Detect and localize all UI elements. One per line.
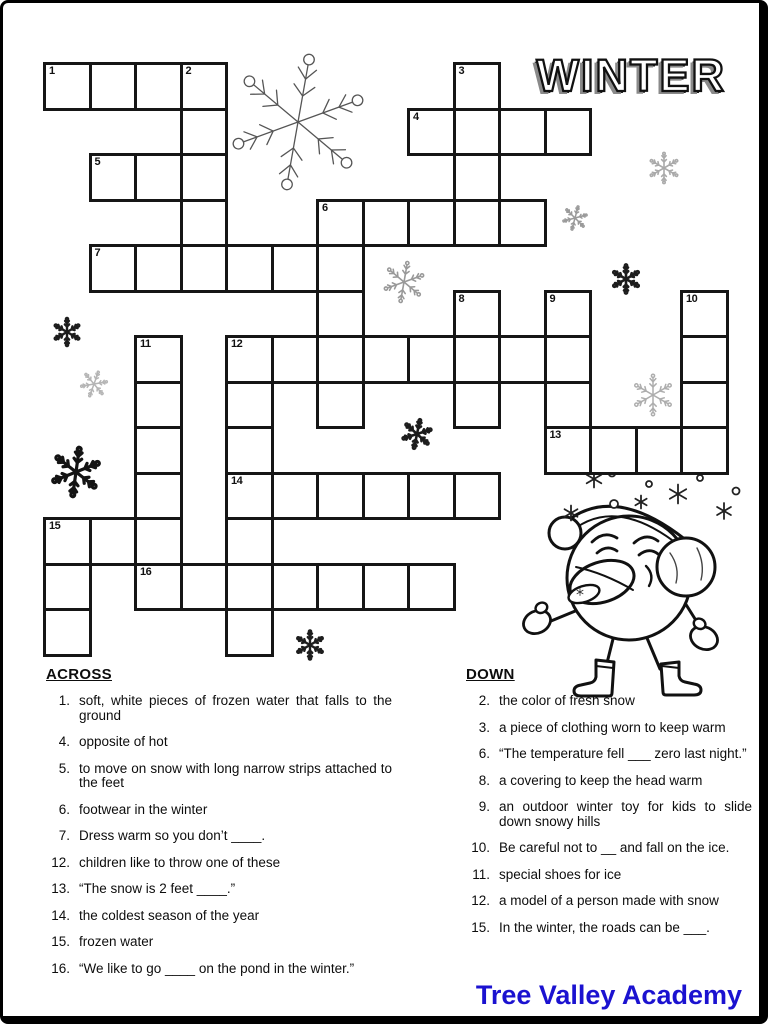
clue-number: 15. [471, 919, 490, 935]
clue-number: 11. [472, 866, 490, 882]
clue-item [46, 803, 392, 818]
clue-text: the coldest season of the year [79, 907, 260, 923]
clue-item [46, 829, 392, 844]
grid-cell[interactable] [680, 426, 729, 475]
grid-cell[interactable] [134, 517, 183, 566]
clue-number: 6. [58, 801, 70, 817]
grid-cell[interactable] [43, 608, 92, 657]
clue-text: soft, white pieces of frozen water that falls to the ground [79, 693, 392, 723]
grid-cell[interactable] [544, 426, 593, 475]
grid-cell-number: 2 [185, 65, 192, 77]
clue-number: 9. [478, 799, 490, 814]
grid-cell[interactable] [453, 153, 502, 202]
clue-number: 13. [51, 881, 70, 896]
grid-cell[interactable] [134, 563, 183, 612]
clue-text: a piece of clothing worn to keep warm [499, 719, 726, 735]
grid-cell[interactable] [407, 199, 456, 248]
clue-number: 12. [471, 893, 490, 908]
grid-cell[interactable] [316, 381, 365, 430]
grid-cell[interactable] [180, 199, 229, 248]
grid-cell-number: 9 [549, 292, 556, 305]
clue-item [46, 962, 392, 977]
clue-item [46, 694, 392, 723]
grid-cell[interactable] [498, 335, 547, 384]
grid-cell[interactable] [134, 381, 183, 430]
grid-cell[interactable] [271, 563, 320, 612]
grid-cell[interactable] [134, 472, 183, 521]
clue-number: 7. [58, 828, 70, 843]
clue-number: 12. [51, 854, 70, 870]
clue-number: 6. [478, 746, 490, 761]
clue-text: an outdoor winter toy for kids to slide down snowy hills [499, 799, 752, 829]
grid-cell[interactable] [635, 426, 684, 475]
grid-cell[interactable] [180, 244, 229, 293]
clue-number: 4. [58, 734, 70, 749]
grid-cell[interactable] [43, 62, 92, 111]
grid-cell[interactable] [316, 472, 365, 521]
clue-item [466, 694, 752, 709]
grid-cell[interactable] [407, 563, 456, 612]
grid-cell[interactable] [180, 108, 229, 157]
grid-cell[interactable] [453, 199, 502, 248]
grid-cell[interactable] [453, 62, 502, 111]
clue-number: 16. [51, 960, 70, 976]
across-clue-list [46, 694, 392, 976]
grid-cell[interactable] [680, 381, 729, 430]
grid-cell[interactable] [316, 563, 365, 612]
grid-cell[interactable] [271, 335, 320, 384]
clue-text: footwear in the winter [79, 801, 208, 817]
clue-number: 1. [58, 693, 70, 708]
grid-cell[interactable] [362, 199, 411, 248]
grid-cell[interactable] [43, 563, 92, 612]
clue-number: 8. [478, 772, 490, 788]
grid-cell[interactable] [225, 472, 274, 521]
grid-cell-number: 14 [231, 474, 243, 487]
down-heading: DOWN [466, 666, 515, 683]
grid-cell[interactable] [453, 381, 502, 430]
grid-cell-number: 13 [549, 429, 561, 441]
grid-cell[interactable] [225, 244, 274, 293]
grid-cell[interactable] [362, 335, 411, 384]
clue-number: 2. [478, 693, 490, 708]
grid-cell[interactable] [544, 108, 593, 157]
grid-cell[interactable] [225, 563, 274, 612]
grid-cell[interactable] [180, 153, 229, 202]
across-heading: ACROSS [46, 666, 112, 683]
grid-cell[interactable] [43, 517, 92, 566]
clue-item [46, 882, 392, 897]
grid-cell[interactable] [407, 108, 456, 157]
grid-cell[interactable] [225, 426, 274, 475]
across-clues-section [46, 666, 392, 988]
clue-item [46, 735, 392, 750]
clue-item [46, 856, 392, 871]
clue-item [466, 721, 752, 736]
clue-item [466, 774, 752, 789]
grid-cell[interactable] [134, 62, 183, 111]
clue-number: 5. [58, 760, 70, 776]
clue-text: to move on snow with long narrow strips attached to the feet [79, 760, 392, 790]
grid-cell[interactable] [89, 244, 138, 293]
grid-cell[interactable] [680, 290, 729, 339]
clue-text: “The temperature fell ___ zero last night.” [499, 746, 747, 761]
grid-cell[interactable] [89, 62, 138, 111]
grid-cell[interactable] [498, 199, 547, 248]
grid-cell-number: 10 [686, 292, 698, 305]
clue-text: special shoes for ice [499, 866, 622, 882]
grid-cell[interactable] [453, 108, 502, 157]
grid-cell[interactable] [589, 426, 638, 475]
grid-cell[interactable] [89, 517, 138, 566]
clue-item [46, 762, 392, 791]
grid-cell-number: 15 [49, 520, 61, 532]
grid-cell[interactable] [407, 472, 456, 521]
clue-number: 3. [478, 719, 490, 735]
grid-cell-number: 3 [458, 65, 465, 77]
grid-cell[interactable] [225, 335, 274, 384]
clue-text: frozen water [79, 934, 154, 949]
grid-cell-number: 16 [140, 565, 152, 578]
crossword-grid [43, 62, 729, 657]
grid-cell[interactable] [225, 517, 274, 566]
grid-cell[interactable] [271, 244, 320, 293]
clue-text: a model of a person made with snow [499, 893, 719, 908]
clue-number: 14. [51, 907, 70, 923]
grid-cell-number: 12 [231, 338, 243, 350]
grid-cell[interactable] [544, 290, 593, 339]
clue-item [46, 935, 392, 950]
clue-text: “The snow is 2 feet ____.” [79, 881, 236, 896]
grid-cell[interactable] [362, 563, 411, 612]
clue-number: 15. [51, 934, 70, 949]
grid-cell[interactable] [271, 472, 320, 521]
grid-cell[interactable] [362, 472, 411, 521]
grid-cell[interactable] [316, 290, 365, 339]
brand-footer: Tree Valley Academy [475, 980, 742, 1010]
grid-cell[interactable] [316, 335, 365, 384]
clue-text: Dress warm so you don’t ____. [79, 828, 266, 843]
grid-cell[interactable] [407, 335, 456, 384]
grid-cell[interactable] [134, 426, 183, 475]
snow-dot [733, 488, 740, 495]
grid-cell-number: 5 [94, 156, 101, 168]
grid-cell-number: 4 [413, 110, 419, 123]
clue-number: 10. [471, 840, 490, 855]
down-clue-list [466, 694, 752, 935]
grid-cell[interactable] [225, 381, 274, 430]
clue-text: Be careful not to __ and fall on the ice. [499, 840, 730, 855]
clue-item [466, 747, 752, 762]
clue-item [466, 868, 752, 883]
grid-cell[interactable] [134, 244, 183, 293]
clue-item [466, 921, 752, 936]
page-title: WINTER [536, 50, 726, 101]
clue-text: the color of fresh snow [499, 693, 635, 708]
grid-cell[interactable] [680, 335, 729, 384]
grid-cell[interactable] [316, 199, 365, 248]
clue-text: In the winter, the roads can be ___. [499, 919, 710, 935]
clue-item [46, 909, 392, 924]
clue-text: a covering to keep the head warm [499, 772, 703, 788]
grid-cell[interactable] [134, 153, 183, 202]
grid-cell[interactable] [453, 472, 502, 521]
clue-text: children like to throw one of these [79, 854, 281, 870]
grid-cell[interactable] [180, 62, 229, 111]
grid-cell[interactable] [225, 608, 274, 657]
down-clues-section [466, 666, 752, 947]
clue-text: opposite of hot [79, 734, 168, 749]
clue-item [466, 800, 752, 829]
grid-cell[interactable] [134, 335, 183, 384]
grid-cell[interactable] [453, 335, 502, 384]
grid-cell[interactable] [544, 335, 593, 384]
clue-item [466, 894, 752, 909]
grid-cell[interactable] [180, 563, 229, 612]
grid-cell[interactable] [498, 108, 547, 157]
grid-cell[interactable] [316, 244, 365, 293]
grid-cell-number: 6 [322, 201, 328, 214]
grid-cell[interactable] [544, 381, 593, 430]
grid-cell-number: 8 [458, 292, 465, 305]
grid-cell-number: 11 [140, 338, 151, 350]
clue-item [466, 841, 752, 856]
clue-text: “We like to go ____ on the pond in the winter.” [79, 960, 355, 976]
grid-cell[interactable] [453, 290, 502, 339]
grid-cell-number: 7 [94, 247, 101, 259]
grid-cell-number: 1 [49, 65, 55, 77]
grid-cell[interactable] [89, 153, 138, 202]
